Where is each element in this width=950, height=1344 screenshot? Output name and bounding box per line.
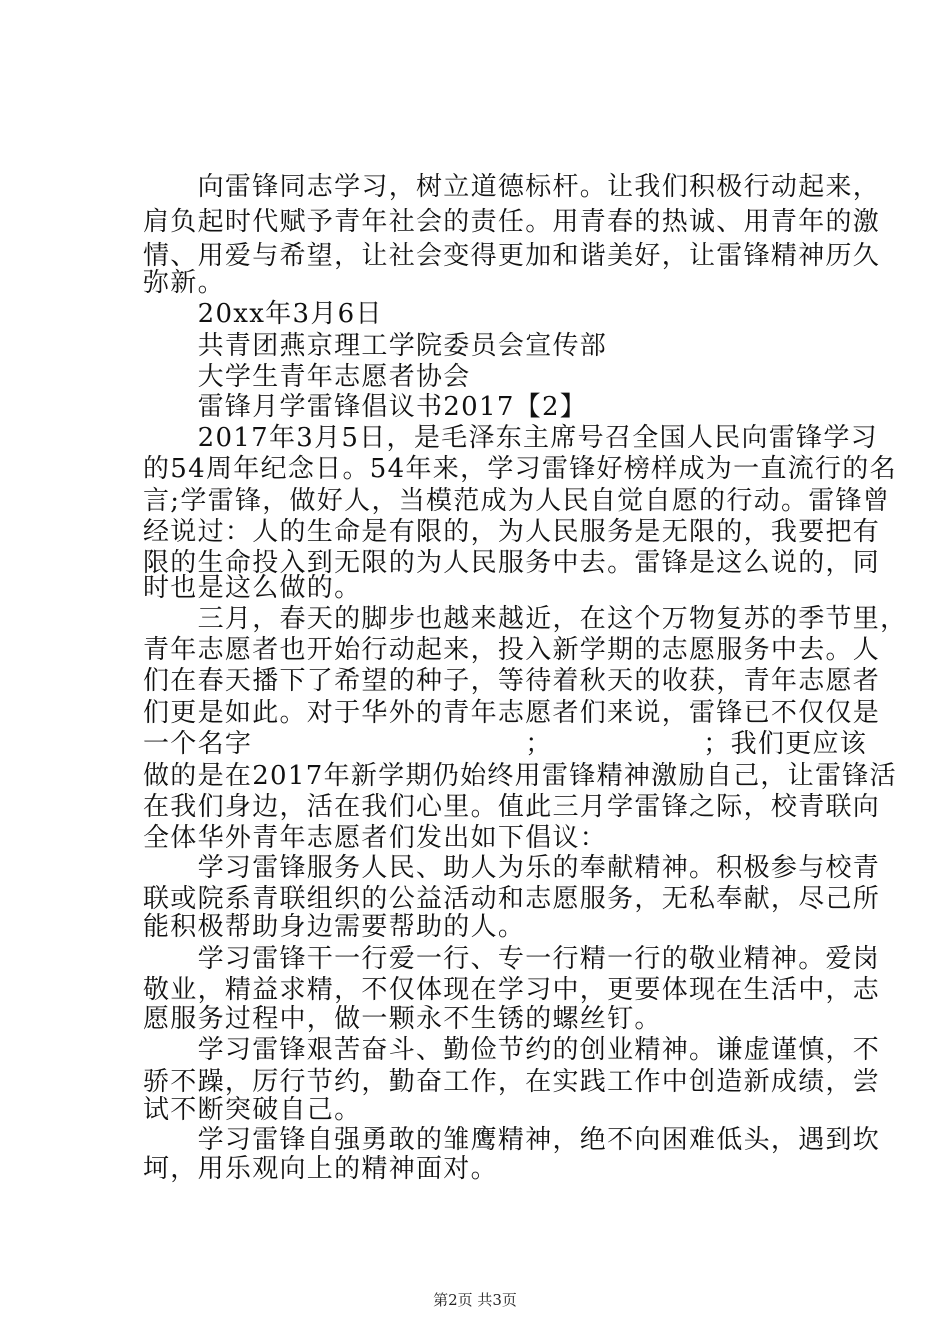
text-line: 青年志愿者也开始行动起来，投入新学期的志愿服务中去。人 bbox=[143, 635, 881, 665]
text-line: 一个名字 ； ；我们更应该 bbox=[143, 729, 868, 759]
text-line: 愿服务过程中，做一颗永不生锈的螺丝钉。 bbox=[143, 1004, 662, 1034]
text-line: 限的生命投入到无限的为人民服务中去。雷锋是这么说的，同 bbox=[143, 548, 881, 578]
text-line: 肩负起时代赋予青年社会的责任。用青春的热诚、用青年的激 bbox=[143, 207, 881, 237]
text-line: 全体华外青年志愿者们发出如下倡议： bbox=[143, 823, 608, 853]
text-line: 联或院系青联组织的公益活动和志愿服务，无私奉献，尽己所 bbox=[143, 884, 881, 914]
text-line: 敬业，精益求精，不仅体现在学习中，更要体现在生活中，志 bbox=[143, 975, 881, 1005]
text-line: 学习雷锋自强勇敢的雏鹰精神，绝不向困难低头，遇到坎 bbox=[143, 1125, 881, 1155]
text-line: 做的是在2017年新学期仍始终用雷锋精神激励自己，让雷锋活 bbox=[143, 761, 897, 791]
text-line: 学习雷锋干一行爱一行、专一行精一行的敬业精神。爱岗 bbox=[143, 944, 881, 974]
page-footer: 第2页 共3页 bbox=[433, 1291, 517, 1309]
text-line: 学习雷锋艰苦奋斗、勤俭节约的创业精神。谦虚谨慎，不 bbox=[143, 1035, 881, 1065]
text-line: 三月，春天的脚步也越来越近，在这个万物复苏的季节里， bbox=[143, 604, 908, 634]
text-line: 在我们身边，活在我们心里。值此三月学雷锋之际，校青联向 bbox=[143, 792, 881, 822]
text-line: 试不断突破自己。 bbox=[143, 1095, 362, 1125]
text-line: 2017年3月5日，是毛泽东主席号召全国人民向雷锋学习 bbox=[143, 423, 878, 453]
signature-org: 共青团燕京理工学院委员会宣传部 bbox=[143, 331, 608, 361]
text-line: 言;学雷锋，做好人，当模范成为人民自觉自愿的行动。雷锋曾 bbox=[143, 486, 891, 516]
text-line: 情、用爱与希望，让社会变得更加和谐美好，让雷锋精神历久 bbox=[143, 241, 881, 271]
section-title: 雷锋月学雷锋倡议书2017【2】 bbox=[143, 392, 588, 422]
text-line: 经说过：人的生命是有限的，为人民服务是无限的，我要把有 bbox=[143, 517, 881, 547]
text-line: 坷，用乐观向上的精神面对。 bbox=[143, 1154, 498, 1184]
text-line: 的54周年纪念日。54年来，学习雷锋好榜样成为一直流行的名 bbox=[143, 454, 897, 484]
text-line: 时也是这么做的。 bbox=[143, 573, 362, 603]
date-line: 20xx年3月6日 bbox=[143, 299, 383, 329]
signature-association: 大学生青年志愿者协会 bbox=[143, 362, 471, 392]
text-line: 们更是如此。对于华外的青年志愿者们来说，雷锋已不仅仅是 bbox=[143, 698, 881, 728]
text-line: 能积极帮助身边需要帮助的人。 bbox=[143, 912, 526, 942]
text-line: 弥新。 bbox=[143, 268, 225, 298]
text-line: 向雷锋同志学习，树立道德标杆。让我们积极行动起来， bbox=[143, 172, 881, 202]
text-line: 骄不躁，厉行节约，勤奋工作，在实践工作中创造新成绩，尝 bbox=[143, 1067, 881, 1097]
text-line: 们在春天播下了希望的种子，等待着秋天的收获，青年志愿者 bbox=[143, 666, 881, 696]
text-line: 学习雷锋服务人民、助人为乐的奉献精神。积极参与校青 bbox=[143, 853, 881, 883]
